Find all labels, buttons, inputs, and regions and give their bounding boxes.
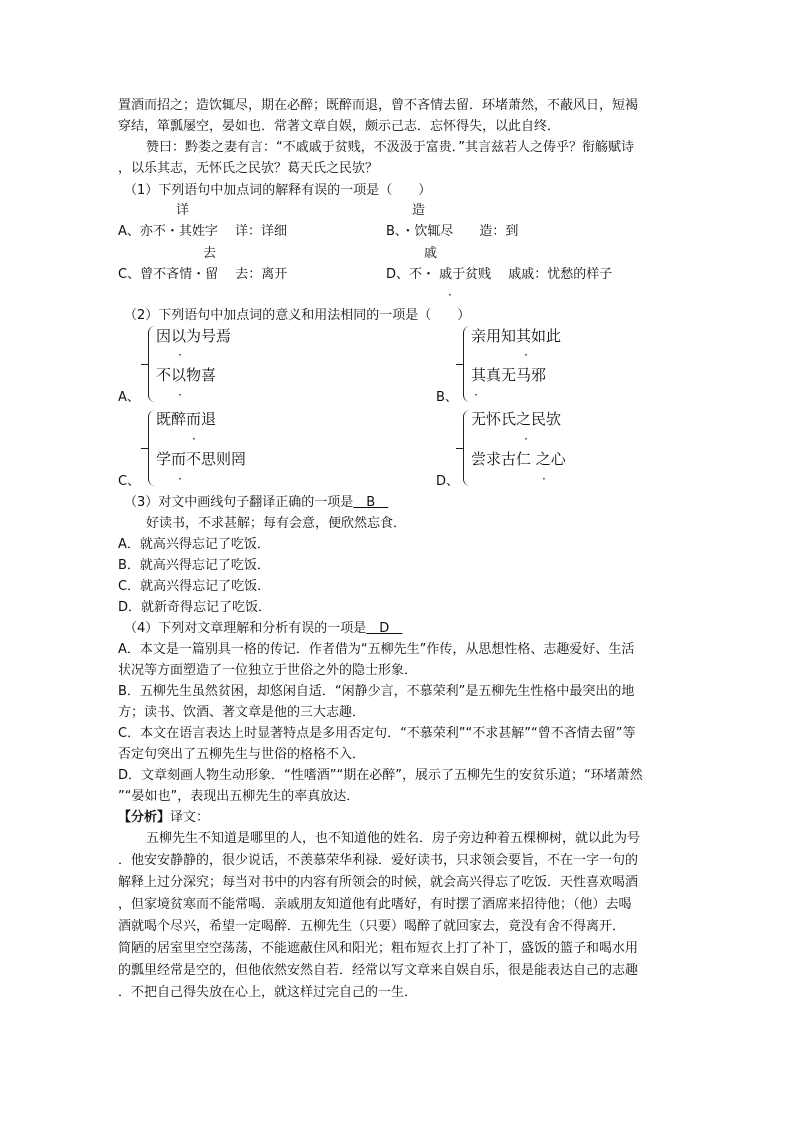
q2-b-item: 其真无马邪 [471,366,547,384]
q2-label-c: C、 [118,474,141,489]
option-a: A、亦不・其姓字 详：详细 [118,224,288,239]
brace [148,410,155,486]
translation-line: ．他安安静静的，很少说话，不羡慕荣华利禄．爱好读书，只求领会要旨，不在一字一句的 [118,853,639,868]
option-d: D、不・ 戚于贫贱 戚戚：忧愁的样子 [386,267,613,282]
intro-line: 置酒而招之；造饮辄尽，期在必醉；既醉而退，曾不吝情去留．环堵萧然，不蔽风日，短褐 [118,98,639,113]
q4-option-b: B．五柳先生虽然贫困，却悠闲自适．“闲静少言，不慕荣利”是五柳先生性格中最突出的地 [118,684,635,699]
translation-line: 解释上过分深究；每当对书中的内容有所领会的时候，就会高兴得忘了吃饭．天性喜欢喝酒 [118,875,639,890]
q2-a-item: 不以物喜 [156,366,217,384]
q4-option-c-cont: 否定句突出了五柳先生与世俗的格格不入． [118,747,366,762]
option-b: B、・饮辄尽 造：到 [386,224,519,239]
question-2-stem: （2）下列语句中加点词的意义和用法相同的一项是（ ） [124,308,471,323]
ruby-text: 造 [412,203,426,218]
question-4-text: （4）下列对文章理解和分析有误的一项是 [124,621,367,636]
option-c: C、曾不吝情・留 去：离开 [118,267,288,282]
q2-label-d: D、 [436,474,460,489]
q4-option-a: A．本文是一篇别具一格的传记．作者借为“五柳先生”作传，从思想性格、志趣爱好、生活 [118,642,635,657]
q2-a-item: 因以为号焉 [156,327,232,345]
ruby-text: 戚 [424,246,438,261]
brace [463,410,470,486]
brace [148,326,155,402]
ruby-text: 详 [176,203,190,218]
q2-c-item: 既醉而退 [156,410,217,428]
analysis-tag: 【分析】 [118,810,171,825]
q2-b-item: 亲用知其如此 [471,327,562,345]
ruby-text: 去 [203,246,217,261]
q3-option-d: D．就新奇得忘记了吃饭． [118,600,272,615]
translation-line: 简陋的居室里空空荡荡，不能遮蔽住风和阳光；粗布短衣上打了补丁，盛饭的篮子和喝水用 [118,941,639,956]
q4-option-c: C．本文在语言表达上时显著特点是多用否定句．“不慕荣利”“不求甚解”“曾不吝情去留”等 [118,726,636,741]
q2-label-b: B、 [436,390,458,405]
translation-line: 的瓢里经常是空的，但他依然安然自若．经常以写文章来自娱自乐，很是能表达自己的志趣 [118,963,639,978]
question-4-stem [124,620,402,638]
q2-d-item: 无怀氏之民欤 [471,410,562,428]
q4-option-a-cont: 状况等方面塑造了一位独立于世俗之外的隐士形象． [118,663,418,678]
q4-option-d: D．文章刻画人物生动形象．“性嗜酒”“期在必醉”，展示了五柳先生的安贫乐道；“环堵萧然 [118,768,643,783]
emphasis-dot: · [192,432,196,446]
intro-line: ，以乐其志，无怀氏之民欤？葛天氏之民欤？ [118,161,379,176]
intro-line: 穿结，箪瓢屡空，晏如也．常著文章自娱，颇示己志．忘怀得失，以此自终． [118,119,561,134]
emphasis-dot: · [178,348,182,362]
analysis-label: 译文： [170,810,210,825]
q3-option-b: B．就高兴得忘记了吃饭． [118,558,270,573]
translation-line: ，但家境贫寒而不能常喝．亲戚朋友知道他有此嗜好，有时摆了酒席来招待他；（他）去喝 [118,897,632,912]
q4-option-b-cont: 方；读书、饮酒、著文章是他的三大志趣． [118,705,366,720]
translation-line: 酒就喝个尽兴，希望一定喝醉．五柳先生（只要）喝醉了就回家去，竟没有舍不得离开． [118,919,626,934]
emphasis-dot: · [178,472,182,486]
question-3-stem [124,494,388,512]
emphasis-dot: · [542,472,546,486]
q3-option-c: C．就高兴得忘记了吃饭． [118,579,271,594]
emphasis-dot: · [524,348,528,362]
question-1-stem: （1）下列语句中加点词的解释有误的一项是（ ） [124,183,432,198]
q2-d-item: 尝求古仁 之心 [471,450,566,468]
translation-line: ．不把自己得失放在心上，就这样过完自己的一生． [118,985,418,1000]
q3-sentence: 好读书，不求甚解；每有会意，便欣然忘食． [146,516,407,531]
q3-option-a: A．就高兴得忘记了吃饭． [118,537,270,552]
brace [463,326,470,402]
emphasis-dot: · [474,388,478,402]
emphasis-dot: · [448,288,452,302]
question-3-answer: B [353,495,389,510]
intro-line: 赞曰：黔娄之妻有言：“不戚戚于贫贱，不汲汲于富贵．”其言兹若人之俦乎？衔觞赋诗 [146,140,634,155]
q4-option-d-cont: ”“晏如也”，表现出五柳先生的率真放达． [118,789,360,804]
translation-line: 五柳先生不知道是哪里的人，也不知道他的姓名．房子旁边种着五棵柳树，就以此为号 [146,831,641,846]
emphasis-dot: · [524,432,528,446]
question-4-answer: D [366,621,403,636]
analysis-heading [118,809,209,827]
q2-c-item: 学而不思则罔 [156,450,247,468]
q2-label-a: A、 [118,390,140,405]
question-3-text: （3）对文中画线句子翻译正确的一项是 [124,495,354,510]
emphasis-dot: · [178,388,182,402]
